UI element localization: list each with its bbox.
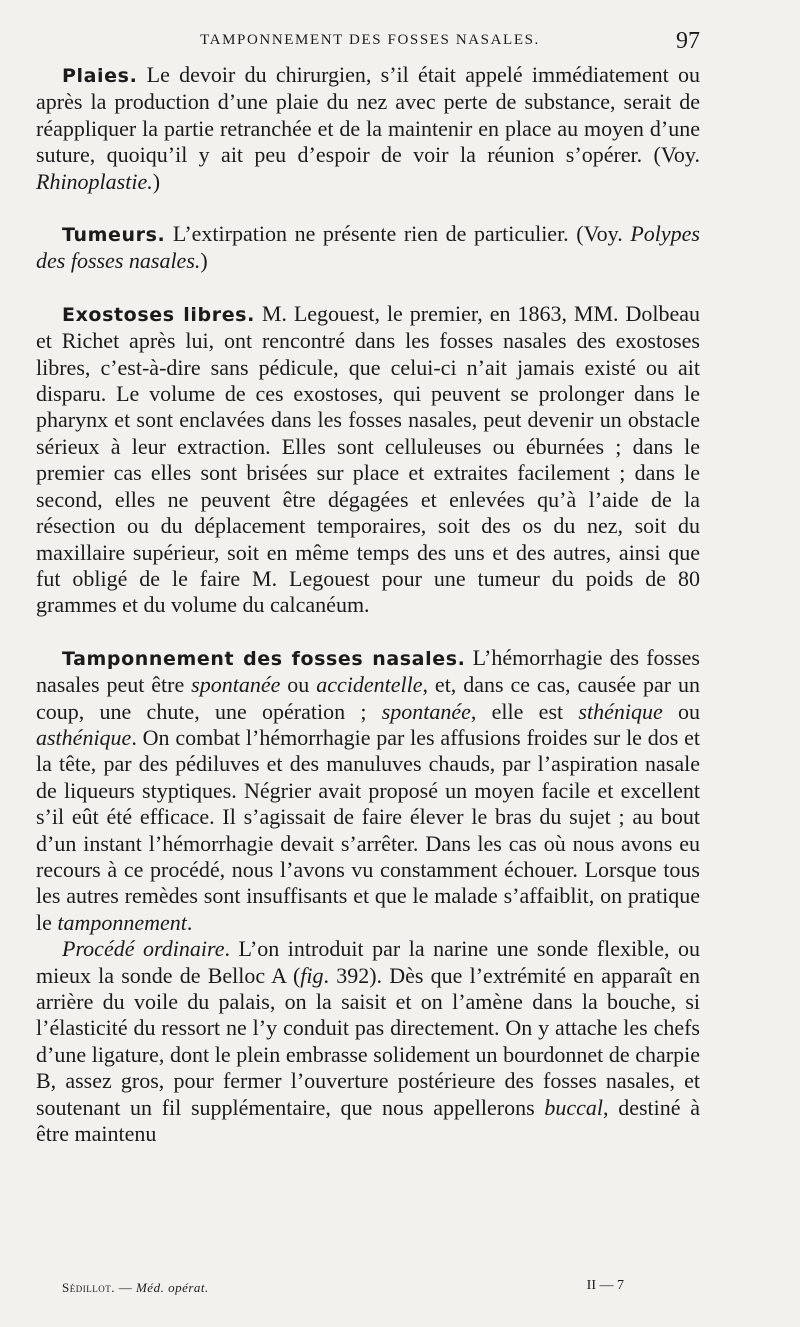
heading-plaies: Plaies. [62, 65, 138, 87]
heading-tamponnement: Tamponnement des fosses nasales. [62, 647, 466, 670]
signature-mark: II — 7 [586, 1278, 624, 1293]
paragraph-procede-ordinaire: Procédé ordinaire. L’on introduit par la narine une sonde flexible, ou mieux la sonde de Belloc A (fig. 392). Dès que l’extrémité en apparaît en arrière du voile du palais, on la saisit et on l’amène dans la bouche, si l’élasticité du ressort ne l’y conduit pas directement. On y attache les chefs d’une ligature, dont le plein embrasse solidement un bourdonnet de charpie B, assez gros, pour fermer l’ouverture postérieure des fosses nasales, et soutenant un fil supplémentaire, que nous appellerons buccal, destiné à être maintenu [36, 936, 701, 1147]
paragraph-exostoses: Exostoses libres. M. Legouest, le premier, en 1863, MM. Dolbeau et Richet après lui, ont rencontré dans les fosses nasales des exostoses libres, c’est-à-dire sans pédicule, que celui-ci n’ait jamais existé ou ait disparu. Le volume de ces exostoses, qui peuvent se prolonger dans le pharynx et sont enclavées dans les fosses nasales, peut devenir un obstacle sérieux à leur extraction. Elles sont celluleuses ou éburnées ; dans le premier cas elles sont brisées sur place et extraites facilement ; dans le second, elles ne peuvent être dégagées et enlevées qu’à l’aide de la résection ou du déplacement temporaires, soit des os du nez, soit du maxillaire supérieur, soit en même temps des uns et des autres, ainsi que fut obligé de le faire M. Legouest pour une tumeur du poids de 80 grammes et du volume du calcanéum. [36, 300, 700, 618]
heading-exostoses: Exostoses libres. [62, 303, 255, 326]
paragraph-plaies: Plaies. Le devoir du chirurgien, s’il était appelé immédiatement ou après la production d’une plaie du nez avec perte de substance, serait de réappliquer la partie retranchée et de la maintenir en place au moyen d’une suture, quoiqu’il y ait peu d’espoir de voir la réunion s’opérer. (Voy. Rhinoplastie.) [36, 62, 700, 194]
footer-author-title: Sédillot. — Méd. opérat. [62, 1280, 209, 1295]
heading-tumeurs: Tumeurs. [62, 224, 166, 247]
page-number: 97 [676, 28, 700, 54]
page-body [36, 62, 700, 1147]
paragraph-tumeurs: Tumeurs. L’extirpation ne présente rien de particulier. (Voy. Polypes des fosses nasales.) [36, 221, 700, 274]
paragraph-tamponnement: Tamponnement des fosses nasales. L’hémorrhagie des fosses nasales peut être spontanée ou accidentelle, et, dans ce cas, causée par un coup, une chute, une opération ; spontanée, elle est sthénique ou asthénique. On combat l’hémorrhagie par les affusions froides sur le dos et la tête, par des pédiluves et des manuluves chauds, par l’aspiration nasale de liqueurs styptiques. Négrier avait proposé un moyen facile et excellent s’il eût été efficace. Il s’agissait de faire élever le bras du sujet ; au bout d’un instant l’hémorrhagie devait s’arrêter. Dans les cas où nous avons eu recours à ce procédé, nous l’avons vu constamment échouer. Lorsque tous les autres remèdes sont insuffisants et que le malade s’affaiblit, on pratique le tamponnement. [36, 644, 701, 935]
footer-author: Sédillot. [62, 1280, 115, 1295]
footer-work: Méd. opérat. [135, 1280, 209, 1295]
running-title: TAMPONNEMENT DES FOSSES NASALES. [200, 32, 540, 48]
